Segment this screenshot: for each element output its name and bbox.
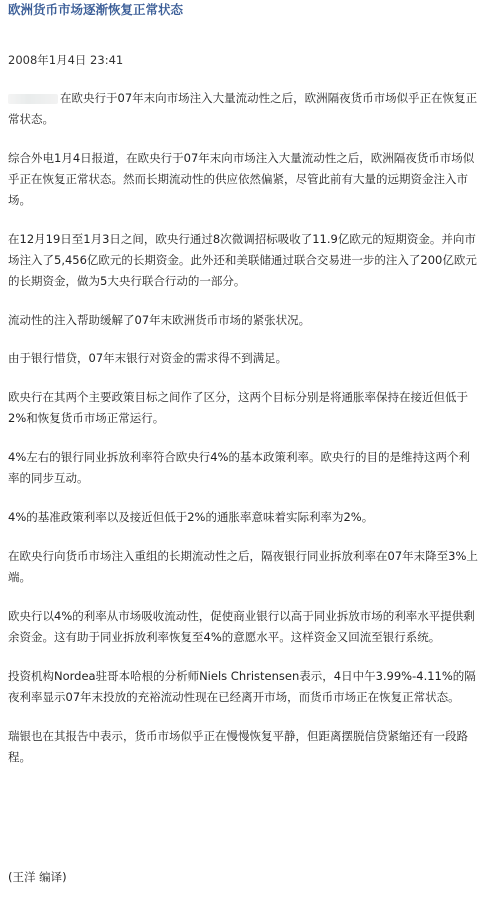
article-paragraph: 4%左右的银行同业拆放利率符合欧央行4%的基本政策利率。欧央行的目的是维持这两个利率的同步互动。 (8, 450, 470, 485)
paragraph-text: 在欧央行于07年末向市场注入大量流动性之后，欧洲隔夜货币市场似乎正在恢复正常状态。 (8, 91, 478, 126)
article-paragraph: 在12月19日至1月3日之间，欧央行通过8次微调招标吸收了11.9亿欧元的短期资金。并向市场注入了5,456亿欧元的长期资金。此外还和美联储通过联合交易进一步的注入了200亿欧元的长期资金，做为5大央行联合行动的一部分。 (8, 232, 477, 288)
article-credit: (王洋 编译) (8, 870, 67, 884)
article-datetime: 2008年1月4日 23:41 (8, 53, 124, 67)
article (8, 0, 478, 768)
article-title: 欧洲货币市场逐渐恢复正常状态 (8, 2, 184, 17)
article-lead-paragraph (8, 88, 478, 130)
article-paragraph: 流动性的注入帮助缓解了07年末欧洲货币市场的紧张状况。 (8, 313, 311, 327)
article-paragraph: 瑞银也在其报告中表示，货币市场似乎正在慢慢恢复平静，但距离摆脱信贷紧缩还有一段路程。 (8, 729, 468, 764)
article-paragraph: 投资机构Nordea驻哥本哈根的分析师Niels Christensen表示，4日中午3.99%-4.11%的隔夜利率显示07年末投放的充裕流动性现在已经离开市场，而货币市场正在恢复正常状态。 (8, 669, 476, 704)
article-paragraph: 欧央行以4%的利率从市场吸收流动性，促使商业银行以高于同业拆放市场的利率水平提供剩余资金。这有助于同业拆放利率恢复至4%的意愿水平。这样资金又回流至银行系统。 (8, 609, 475, 644)
article-paragraph: 在欧央行向货币市场注入重组的长期流动性之后，隔夜银行同业拆放利率在07年末降至3%上端。 (8, 549, 478, 584)
article-paragraph: 4%的基准政策利率以及接近但低于2%的通胀率意味着实际利率为2%。 (8, 510, 374, 524)
article-paragraph: 欧央行在其两个主要政策目标之间作了区分，这两个目标分别是将通胀率保持在接近但低于2%和恢复货币市场正常运行。 (8, 390, 468, 425)
article-paragraph: 由于银行惜贷，07年末银行对资金的需求得不到满足。 (8, 351, 288, 365)
article-paragraph: 综合外电1月4日报道，在欧央行于07年末向市场注入大量流动性之后，欧洲隔夜货币市场似乎正在恢复正常状态。然而长期流动性的供应依然偏紧，尽管此前有大量的远期资金注入市场。 (8, 151, 475, 207)
source-logo-blurred (8, 94, 58, 104)
